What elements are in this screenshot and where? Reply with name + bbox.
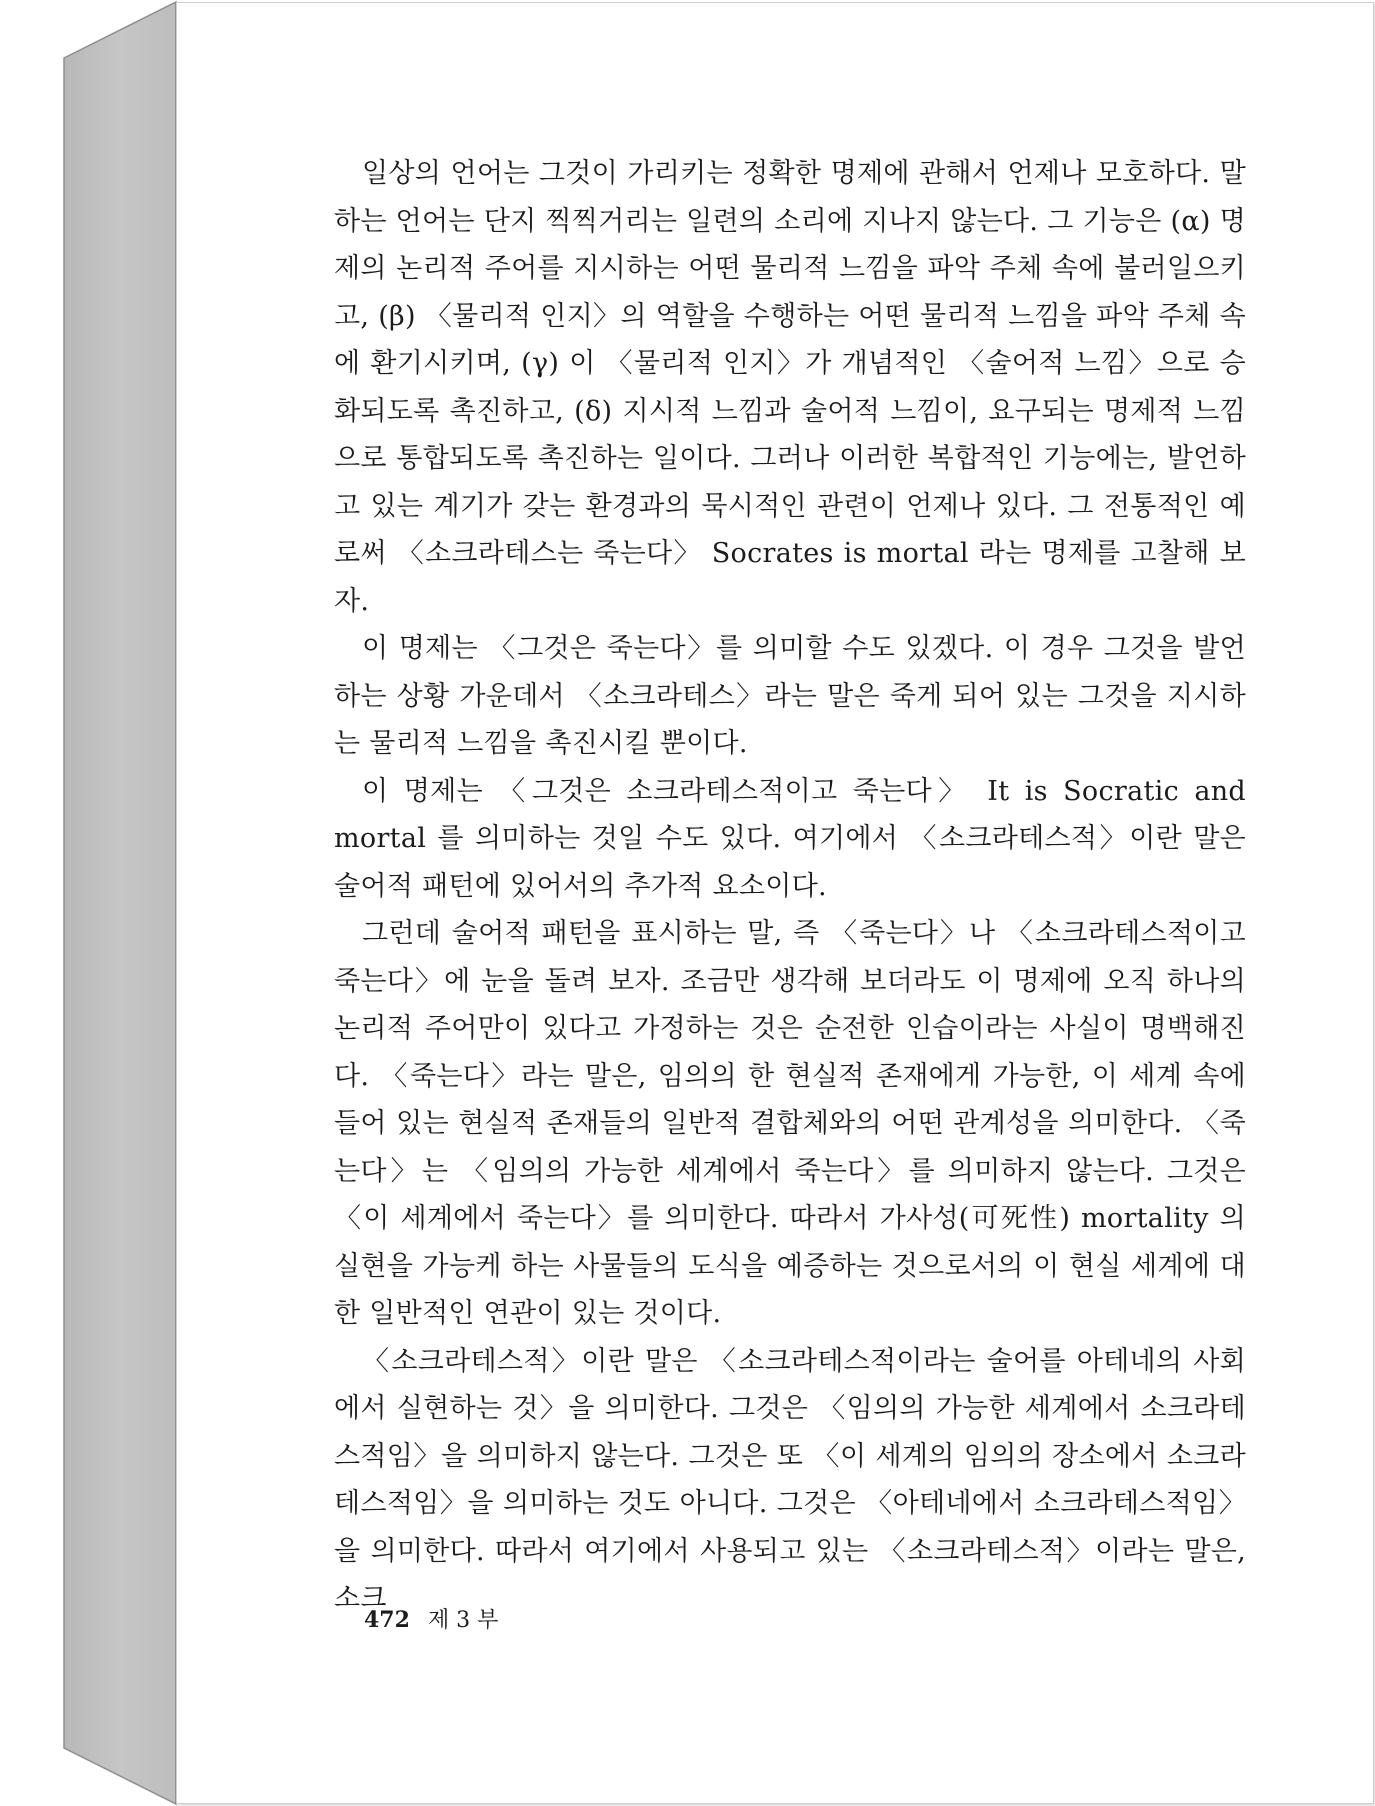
- paragraph-1: 일상의 언어는 그것이 가리키는 정확한 명제에 관해서 언제나 모호하다. 말하는 언어는 단지 찍찍거리는 일련의 소리에 지나지 않는다. 그 기능은 (α) 명제의 논리적 주어를 지시하는 어떤 물리적 느낌을 파악 주체 속에 불러일으키고, (β) 〈물리적 인지〉의 역할을 수행하는 어떤 물리적 느낌을 파악 주체 속에 환기시키며, (γ) 이 〈물리적 인지〉가 개념적인 〈술어적 느낌〉으로 승화되도록 촉진하고, (δ) 지시적 느낌과 술어적 느낌이, 요구되는 명제적 느낌으로 통합되도록 촉진하는 일이다. 그러나 이러한 복합적인 기능에는, 발언하고 있는 계기가 갖는 환경과의 묵시적인 관련이 언제나 있다. 그 전통적인 예로써 〈소크라테스는 죽는다〉 Socrates is mortal 라는 명제를 고찰해 보자.: [334, 158, 1246, 617]
- paragraph-2: 이 명제는 〈그것은 죽는다〉를 의미할 수도 있겠다. 이 경우 그것을 발언하는 상황 가운데서 〈소크라테스〉라는 말은 죽게 되어 있는 그것을 지시하는 물리적 느낌을 촉진시킬 뿐이다.: [334, 633, 1246, 759]
- paragraph-5: 〈소크라테스적〉이란 말은 〈소크라테스적이라는 술어를 아테네의 사회에서 실현하는 것〉을 의미한다. 그것은 〈임의의 가능한 세계에서 소크라테스적임〉을 의미하지 않는다. 그것은 또 〈이 세계의 임의의 장소에서 소크라테스적임〉을 의미하는 것도 아니다. 그것은 〈아테네에서 소크라테스적임〉을 의미한다. 따라서 여기에서 사용되고 있는 〈소크라테스적〉이라는 말은, 소크: [334, 1345, 1246, 1614]
- page-number: 472: [364, 1607, 410, 1633]
- paragraph-4: 그런데 술어적 패턴을 표시하는 말, 즉 〈죽는다〉나 〈소크라테스적이고 죽는다〉에 눈을 돌려 보자. 조금만 생각해 보더라도 이 명제에 오직 하나의 논리적 주어만이 있다고 가정하는 것은 순전한 인습이라는 사실이 명백해진다. 〈죽는다〉라는 말은, 임의의 한 현실적 존재에게 가능한, 이 세계 속에 들어 있는 현실적 존재들의 일반적 결합체와의 어떤 관계성을 의미한다. 〈죽는다〉는 〈임의의 가능한 세계에서 죽는다〉를 의미하지 않는다. 그것은 〈이 세계에서 죽는다〉를 의미한다. 따라서 가사성(可死性) mortality 의 실현을 가능케 하는 사물들의 도식을 예증하는 것으로서의 이 현실 세계에 대한 일반적인 연관이 있는 것이다.: [334, 918, 1246, 1329]
- page-body: [334, 150, 1246, 1623]
- paragraph-3: 이 명제는 〈그것은 소크라테스적이고 죽는다〉 It is Socratic and mortal 를 의미하는 것일 수도 있다. 여기에서 〈소크라테스적〉이란 말은 술어적 패턴에 있어서의 추가적 요소이다.: [334, 775, 1246, 902]
- part-label: 제 3 부: [427, 1608, 499, 1633]
- page-footer: [364, 1603, 498, 1634]
